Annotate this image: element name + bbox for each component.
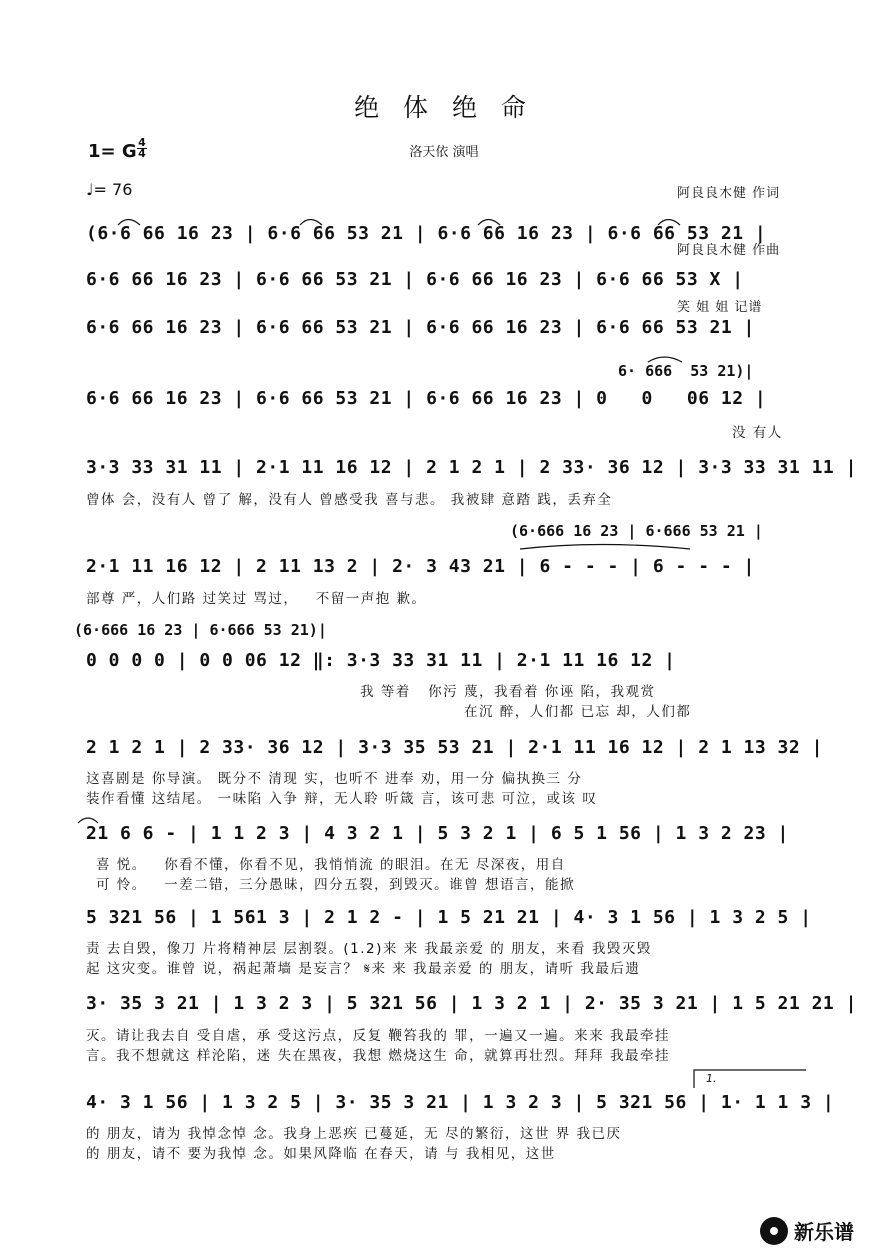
score-line-9: 21 6 6 - | 1 1 2 3 | 4 3 2 1 | 5 3 2 1 | 6 5 1 56 | 1 3 2 23 | [86,823,789,844]
tie-mark [520,545,690,550]
volta-bracket [694,1070,806,1088]
tie-mark [300,220,322,226]
score-line-6: 2·1 11 16 12 | 2 11 13 2 | 2· 3 43 21 | 6 - - - | 6 - - - | [86,556,755,577]
tie-mark [478,220,500,226]
site-logo-text: 新乐谱 [794,1220,854,1244]
tempo-marking: ♩= 76 [86,180,133,199]
lyric-line-11a: 灭。请让我去自 受自虐，承 受这污点，反复 鞭笞我的 罪，一遍又一遍。来来 我最牵挂 [86,1028,670,1044]
lyric-line-8b: 装作看懂 这结尾。 一味陷 入争 辩，无人聆 听箴 言，该可悲 可泣，或该 叹 [86,791,598,807]
site-logo [760,1216,854,1245]
lyric-line-5: 曾体 会，没有人 曾了 解，没有人 曾感受我 喜与悲。 我被肆 意踏 践，丢弃全 [86,492,613,508]
time-signature-top: 4 [138,136,146,149]
page-title: 绝 体 绝 命 [354,93,534,122]
score-line-8: 2 1 2 1 | 2 33· 36 12 | 3·3 35 53 21 | 2·1 11 16 12 | 2 1 13 32 | [86,737,823,758]
lyric-line-9b: 可 怜。 一差二错，三分愚昧，四分五裂，到毁灭。谁曾 想语言，能掀 [96,877,575,893]
score-line-12: 4· 3 1 56 | 1 3 2 5 | 3· 35 3 21 | 1 3 2 3 | 5 321 56 | 1· 1 1 3 | [86,1092,835,1113]
lyricist-credit: 阿良良木健 作词 [677,186,781,201]
lyric-line-12a: 的 朋友，请为 我悼念悼 念。我身上恶疾 已蔓延，无 尽的繁衍，这世 界 我已厌 [86,1126,622,1142]
lyric-line-7b: 在沉 醉，人们都 已忘 却，人们都 [464,704,692,720]
lyric-line-8a: 这喜剧是 你导演。 既分不 清现 实，也听不 进奉 劝，用一分 偏执换三 分 [86,771,583,787]
score-line-1: (6·6 66 16 23 | 6·6 66 53 21 | 6·6 66 16 23 | 6·6 66 53 21 | [86,223,767,244]
score-line-2: 6·6 66 16 23 | 6·6 66 53 21 | 6·6 66 16 23 | 6·6 66 53 X | [86,269,744,290]
key-signature: 1= G [88,141,137,162]
lyric-line-6: 部尊 严，人们路 过笑过 骂过， 不留一声抱 歉。 [86,591,427,607]
score-line-3: 6·6 66 16 23 | 6·6 66 53 21 | 6·6 66 16 23 | 6·6 66 53 21 | [86,317,755,338]
lyric-line-12b: 的 朋友，请不 要为我悼 念。如果风降临 在春天，请 与 我相见，这世 [86,1146,556,1162]
score-line-4-upper: 6· 666 53 21)| [618,362,754,380]
score-line-7: 0 0 0 0 | 0 0 06 12 ‖: 3·3 33 31 11 | 2·1 11 16 12 | [86,650,676,671]
singer-credit: 洛天依 演唱 [409,145,479,160]
transcriber-credit: 笑 姐 姐 记谱 [677,300,763,315]
score-line-10: 5 321 56 | 1 561 3 | 2 1 2 - | 1 5 21 21 | 4· 3 1 56 | 1 3 2 5 | [86,907,812,928]
composer-credit: 阿良良木健 作曲 [677,243,781,258]
score-line-4: 6·6 66 16 23 | 6·6 66 53 21 | 6·6 66 16 23 | 0 0 06 12 | [86,388,767,409]
tie-mark [648,357,682,362]
time-signature-bottom: 4 [138,147,146,160]
score-line-6-upper: (6·666 16 23 | 6·666 53 21 | [510,522,763,540]
record-disc-icon [760,1217,788,1245]
score-line-7-upper: (6·666 16 23 | 6·666 53 21)| [74,621,327,639]
score-line-5: 3·3 33 31 11 | 2·1 11 16 12 | 2 1 2 1 | 2 33· 36 12 | 3·3 33 31 11 | [86,457,857,478]
lyric-line-10b: 起 这灾变。谁曾 说，祸起萧墙 是妄言？ 𝄋来 来 我最亲爱 的 朋友，请听 我最后遗 [86,961,641,977]
tie-mark [78,818,98,823]
tie-mark [118,220,140,226]
lyric-line-4: 没 有人 [732,425,783,441]
lyric-line-11b: 言。我不想就这 样沦陷，迷 失在黑夜，我想 燃烧这生 命，就算再壮烈。拜拜 我最牵挂 [86,1048,670,1064]
lyric-line-7a: 我 等着 你污 蔑，我看着 你诬 陷，我观赏 [360,684,656,700]
lyric-line-10a: 责 去自毁，像刀 片将精神层 层割裂。(1.2)来 来 我最亲爱 的 朋友，来看 我毁灭毁 [86,941,652,957]
tie-mark [658,220,680,226]
volta-1-label: 1. [706,1072,717,1085]
lyric-line-9a: 喜 悦。 你看不懂，你看不见，我悄悄流 的眼泪。在无 尽深夜，用自 [96,857,566,873]
score-line-11: 3· 35 3 21 | 1 3 2 3 | 5 321 56 | 1 3 2 1 | 2· 35 3 21 | 1 5 21 21 | [86,993,857,1014]
